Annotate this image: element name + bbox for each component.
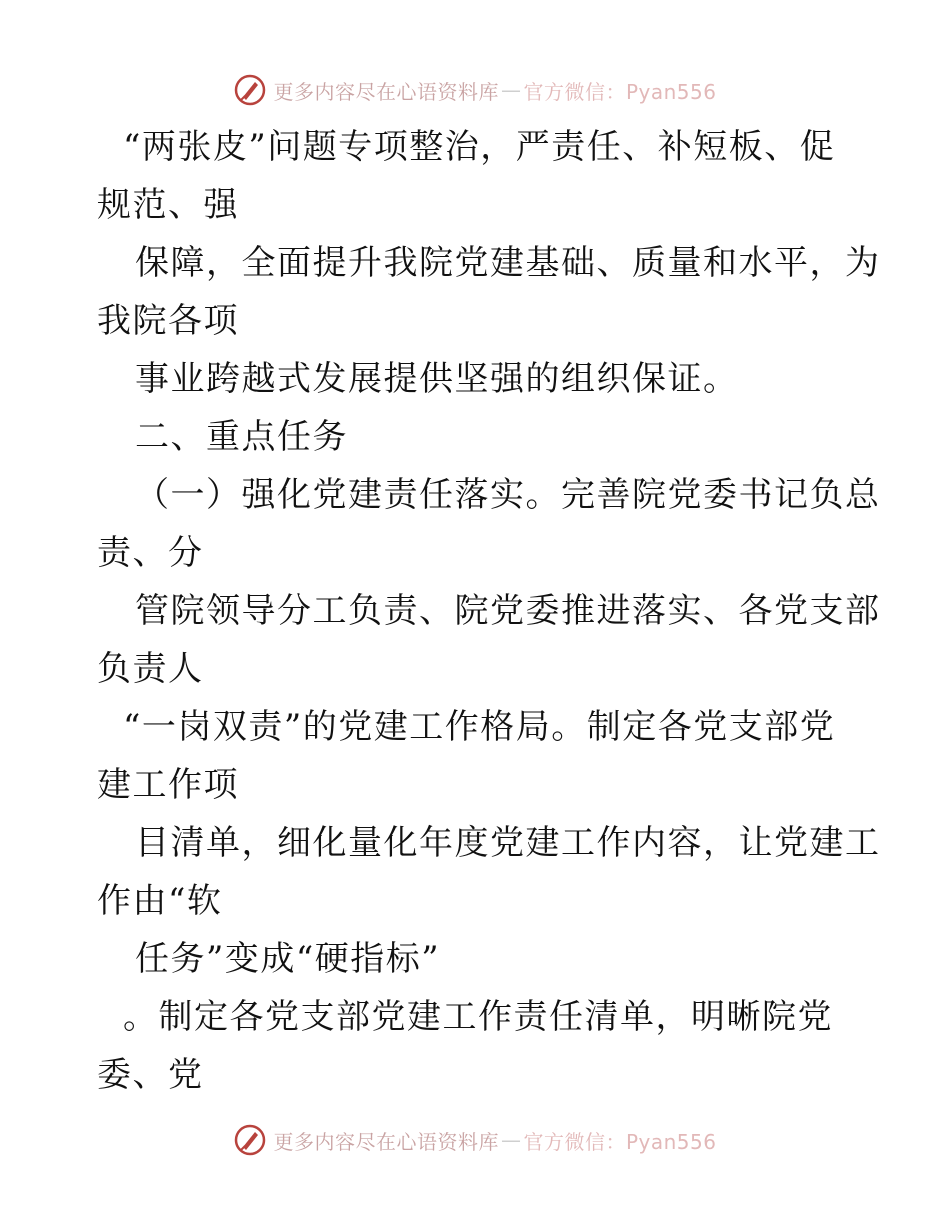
text-line: 事业跨越式发展提供坚强的组织保证。 <box>135 359 739 399</box>
quill-logo-icon <box>233 73 267 107</box>
text-line: 管院领导分工负责、院党委推进落实、各党支部 <box>135 591 881 631</box>
text-line: 我院各项 <box>97 301 239 341</box>
banner-lead-text: 更多内容尽在心语资料库 <box>273 79 499 104</box>
text-line: 规范、强 <box>97 185 239 225</box>
text-line: “一岗双责”的党建工作格局。制定各党支部党 <box>123 707 836 747</box>
text-line: 任务”变成“硬指标” <box>135 939 441 979</box>
quill-logo-icon <box>233 1123 267 1157</box>
banner-wechat-text: 官方微信：Pyan556 <box>523 79 717 104</box>
section-heading: 二、重点任务 <box>135 417 348 457</box>
text-line: 委、党 <box>97 1055 204 1095</box>
document-body <box>97 118 881 1104</box>
text-line: （一）强化党建责任落实。完善院党委书记负总 <box>135 475 881 515</box>
footer-banner <box>0 1122 950 1158</box>
text-line: 责、分 <box>97 533 204 573</box>
text-line: 。制定各党支部党建工作责任清单，明晰院党 <box>123 997 833 1037</box>
header-banner <box>0 72 950 108</box>
banner-dash: — <box>500 78 522 102</box>
text-line: 作由“软 <box>97 881 223 921</box>
text-line: 目清单，细化量化年度党建工作内容，让党建工 <box>135 823 881 863</box>
text-line: 保障，全面提升我院党建基础、质量和水平，为 <box>135 243 881 283</box>
banner-lead-text: 更多内容尽在心语资料库 <box>273 1129 499 1154</box>
text-line: 负责人 <box>97 649 204 689</box>
banner-dash: — <box>500 1128 522 1152</box>
banner-wechat-text: 官方微信：Pyan556 <box>523 1129 717 1154</box>
text-line: 建工作项 <box>97 765 239 805</box>
text-line: “两张皮”问题专项整治，严责任、补短板、促 <box>123 127 836 167</box>
